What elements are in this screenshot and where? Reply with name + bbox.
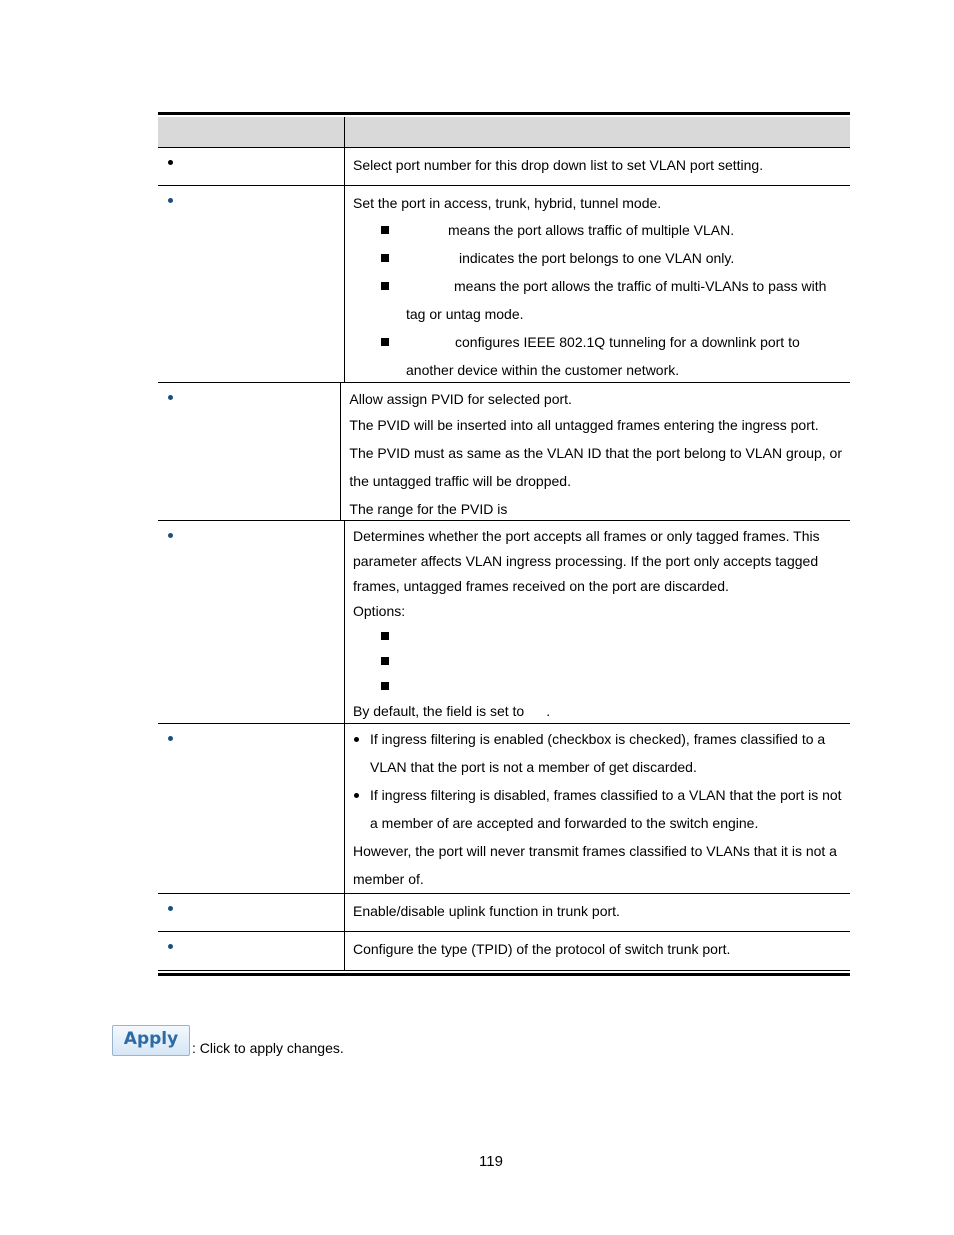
header-object-cell: [158, 117, 344, 147]
description-text: By default, the field is set to .: [353, 703, 551, 719]
apply-section: [112, 1025, 344, 1056]
description-text: frames, untagged frames received on the port are discarded.: [353, 578, 729, 594]
table-row: [158, 147, 850, 185]
description-cell: [344, 186, 850, 382]
table-row: [158, 893, 850, 931]
table-header: [158, 117, 850, 147]
object-cell: [158, 932, 344, 970]
mode-option: indicates the port belongs to one VLAN only.: [353, 244, 842, 272]
table-row: [158, 520, 850, 723]
bullet-icon: [354, 793, 359, 798]
list-item: If ingress filtering is enabled (checkbox is checked), frames classified to a: [353, 725, 842, 753]
description-cell: [344, 894, 850, 931]
square-bullet-icon: [381, 254, 389, 262]
header-description-cell: [344, 117, 850, 147]
description-text: The PVID will be inserted into all untagged frames entering the ingress port.: [349, 417, 819, 433]
table-top-rule: [158, 112, 850, 115]
mode-option-continuation: another device within the customer network.: [406, 362, 680, 378]
apply-description: : Click to apply changes.: [192, 1040, 344, 1056]
description-text: Allow assign PVID for selected port.: [349, 391, 572, 407]
description-cell: [344, 148, 850, 185]
square-bullet-icon: [381, 632, 389, 640]
bullet-icon: [168, 736, 173, 741]
bullet-icon: [168, 198, 173, 203]
bullet-icon: [354, 737, 359, 742]
frame-type-option: [353, 649, 842, 674]
list-item-continuation: VLAN that the port is not a member of get discarded.: [370, 759, 697, 775]
description-text: Determines whether the port accepts all frames or only tagged frames. This: [353, 528, 820, 544]
description-text: The range for the PVID is: [349, 501, 508, 517]
description-cell: [344, 724, 850, 893]
square-bullet-icon: [381, 682, 389, 690]
table-row: [158, 185, 850, 382]
page-number: 119: [479, 1153, 503, 1170]
table-row: [158, 931, 850, 970]
square-bullet-icon: [381, 226, 389, 234]
description-text: The PVID must as same as the VLAN ID that the port belong to VLAN group, or: [349, 445, 842, 461]
description-text: However, the port will never transmit frames classified to VLANs that it is not a: [353, 843, 837, 859]
object-cell: [158, 521, 344, 723]
description-text: member of.: [353, 871, 424, 887]
object-cell: [158, 186, 344, 382]
mode-option-continuation: tag or untag mode.: [406, 306, 524, 322]
table-row: [158, 382, 850, 520]
mode-option: means the port allows the traffic of multi-VLANs to pass with: [353, 272, 842, 300]
parameter-table: [158, 112, 850, 976]
square-bullet-icon: [381, 657, 389, 665]
square-bullet-icon: [381, 282, 389, 290]
bullet-icon: [168, 395, 173, 400]
object-cell: [158, 383, 340, 520]
square-bullet-icon: [381, 338, 389, 346]
frame-type-option: [353, 674, 842, 699]
description-text: the untagged traffic will be dropped.: [349, 473, 571, 489]
table-row: [158, 723, 850, 893]
mode-option: means the port allows traffic of multiple VLAN.: [353, 216, 842, 244]
description-text: parameter affects VLAN ingress processing. If the port only accepts tagged: [353, 553, 819, 569]
apply-button[interactable]: Apply: [112, 1025, 190, 1056]
frame-type-option: [353, 624, 842, 649]
object-cell: [158, 894, 344, 931]
bullet-icon: [168, 906, 173, 911]
description-text: Configure the type (TPID) of the protocol of switch trunk port.: [353, 941, 731, 957]
bullet-icon: [168, 944, 173, 949]
description-cell: [340, 383, 850, 520]
list-item: If ingress filtering is disabled, frames classified to a VLAN that the port is not: [353, 781, 842, 809]
mode-option: configures IEEE 802.1Q tunneling for a downlink port to: [353, 328, 842, 356]
description-cell: [344, 932, 850, 970]
description-text: Enable/disable uplink function in trunk port.: [353, 903, 620, 919]
object-cell: [158, 724, 344, 893]
description-cell: [344, 521, 850, 723]
list-item-continuation: a member of are accepted and forwarded to the switch engine.: [370, 815, 759, 831]
bullet-icon: [168, 533, 173, 538]
bullet-icon: [168, 160, 173, 165]
description-text: Set the port in access, trunk, hybrid, tunnel mode.: [353, 195, 662, 211]
object-cell: [158, 148, 344, 185]
description-text: Select port number for this drop down list to set VLAN port setting.: [353, 157, 764, 173]
description-text: Options:: [353, 603, 406, 619]
table-bottom-rule: [158, 973, 850, 976]
